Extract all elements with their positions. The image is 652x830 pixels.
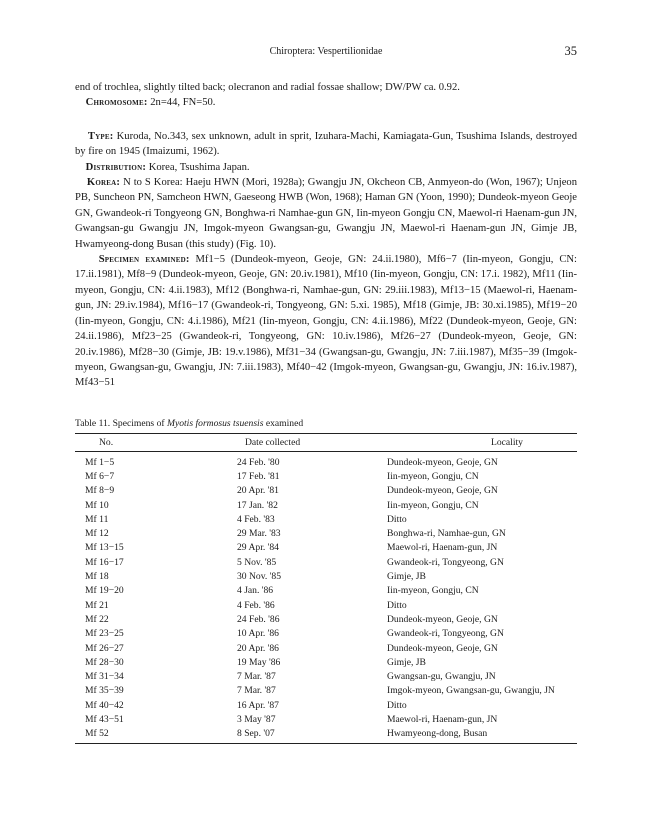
cell-locality: Dundeok-myeon, Geoje, GN	[387, 456, 498, 468]
cell-date: 24 Feb. '86	[237, 613, 280, 625]
cell-locality: Ditto	[387, 513, 407, 525]
korea-text: N to S Korea: Haeju HWN (Mori, 1928a); Gwangju JN, Okcheon CB, Anmyeon-do (Won, 1967); Unjeon PB, Suncheon PN, Samcheon HWN, Gaeseong HWB (Won, 1968); Haman GN (Yoon, 1990); Dundeok-myeon Geoje GN, Gwandeok-ri Tongyeong GN, Bonghwa-ri Namhae-gun GN, Iin-myeon Gongju CN, Maewol-ri Haenam-gun JN, Gwangsan-gu Gwangju JN, Imgok-myeon Gwangsan-gu, Gwangju JN, Maewol-ri Haenam-gun JN, Gimje JB, Hwamyeong-dong Busan (this study) (Fig. 10).	[75, 177, 577, 250]
caption-prefix: Table 11. Specimens of	[75, 418, 167, 429]
cell-locality: Dundeok-myeon, Geoje, GN	[387, 613, 498, 625]
cell-date: 7 Mar. '87	[237, 685, 276, 697]
table-row	[75, 541, 577, 555]
cell-no: Mf 6−7	[85, 470, 115, 482]
table-row	[75, 727, 577, 744]
cell-locality: Iin-myeon, Gongju, CN	[387, 499, 479, 511]
table-row	[75, 526, 577, 540]
page-number: 35	[564, 44, 577, 58]
cell-locality: Ditto	[387, 599, 407, 611]
cell-locality: Maewol-ri, Haenam-gun, JN	[387, 542, 498, 554]
caption-species: Myotis formosus tsuensis	[166, 418, 264, 429]
table-row	[75, 684, 577, 698]
cell-date: 20 Apr. '86	[237, 642, 279, 654]
type-text: Kuroda, No.343, sex unknown, adult in sprit, Izuhara-Machi, Kamiagata-Gun, Tsushima Islands, destroyed by fire on 1945 (Imaizumi, 1962).	[75, 130, 578, 158]
cell-date: 17 Feb. '81	[237, 470, 280, 482]
cell-locality: Hwamyeong-dong, Busan	[387, 727, 577, 744]
cell-no: Mf 11	[85, 513, 109, 525]
chromosome-label: Chromosome:	[85, 97, 148, 109]
cell-locality: Iin-myeon, Gongju, CN	[387, 470, 479, 482]
paragraph-korea	[75, 175, 577, 252]
cell-date: 29 Mar. '83	[237, 528, 281, 540]
cell-locality: Maewol-ri, Haenam-gun, JN	[387, 713, 498, 725]
cell-date: 30 Nov. '85	[237, 571, 282, 583]
cell-date: 20 Apr. '81	[237, 485, 279, 497]
cell-no: Mf 31−34	[85, 671, 124, 683]
specimen-label: Specimen examined:	[98, 254, 190, 266]
cell-locality: Iin-myeon, Gongju, CN	[387, 585, 479, 597]
paragraph-specimens	[75, 252, 577, 391]
table-header-row	[75, 434, 577, 452]
cell-locality: Bonghwa-ri, Namhae-gun, GN	[387, 528, 506, 540]
cell-no: Mf 10	[85, 499, 109, 511]
cell-no: Mf 52	[75, 727, 237, 744]
table-row	[75, 598, 577, 612]
cell-no: Mf 26−27	[85, 642, 124, 654]
cell-locality: Gwandeok-ri, Tongyeong, GN	[387, 556, 504, 568]
type-label: Type:	[87, 130, 114, 142]
table-row	[75, 484, 577, 498]
cell-no: Mf 12	[85, 528, 109, 540]
cell-no: Mf 43−51	[85, 713, 124, 725]
cell-date: 19 May '86	[237, 656, 281, 668]
running-title: Chiroptera: Vespertilionidae	[269, 46, 383, 57]
cell-date: 5 Nov. '85	[237, 556, 277, 568]
paragraph-distribution	[75, 160, 577, 175]
cell-locality: Dundeok-myeon, Geoje, GN	[387, 642, 498, 654]
table-row	[75, 584, 577, 598]
paragraph-humerus: end of trochlea, slightly tilted back; olecranon and radial fossae shallow; DW/PW ca. 0.92.	[75, 82, 460, 93]
paragraph-type	[75, 129, 577, 160]
chromosome-text: 2n=44, FN=50.	[147, 97, 216, 109]
specimen-table	[75, 433, 577, 744]
cell-locality: Ditto	[387, 699, 407, 711]
table-row	[75, 469, 577, 483]
cell-locality: Dundeok-myeon, Geoje, GN	[387, 485, 498, 497]
table-row	[75, 712, 577, 726]
cell-no: Mf 16−17	[85, 556, 124, 568]
header-locality: Locality	[387, 434, 577, 452]
cell-date: 4 Feb. '86	[237, 599, 275, 611]
table-row	[75, 669, 577, 683]
table-row	[75, 655, 577, 669]
table-row	[75, 698, 577, 712]
table-row	[75, 612, 577, 626]
cell-no: Mf 21	[85, 599, 109, 611]
table-row	[75, 498, 577, 512]
cell-no: Mf 35−39	[85, 685, 124, 697]
cell-no: Mf 18	[85, 571, 109, 583]
cell-locality: Gwangsan-gu, Gwangju, JN	[387, 671, 496, 683]
cell-date: 10 Apr. '86	[237, 628, 279, 640]
table-row	[75, 641, 577, 655]
cell-locality: Imgok-myeon, Gwangsan-gu, Gwangju, JN	[387, 685, 555, 697]
cell-date: 8 Sep. '07	[237, 727, 387, 744]
cell-no: Mf 13−15	[85, 542, 124, 554]
cell-date: 29 Apr. '84	[237, 542, 279, 554]
cell-locality: Gimje, JB	[387, 571, 426, 583]
cell-date: 3 May '87	[237, 713, 276, 725]
cell-locality: Gimje, JB	[387, 656, 426, 668]
table-row	[75, 569, 577, 583]
cell-no: Mf 8−9	[85, 485, 115, 497]
header-date: Date collected	[237, 434, 387, 452]
table-row	[75, 627, 577, 641]
specimen-text: Mf1−5 (Dundeok-myeon, Geoje, GN: 24.ii.1980), Mf6−7 (Iin-myeon, Gongju, CN: 17.ii.1981), Mf8−9 (Dundeok-myeon, Geoje, GN: 20.iv.1981), Mf10 (Iin-myeon, Gongju, CN: 17.i. 1982), Mf11 (Iin-myeon, Gongju, CN: 4.ii.1983), Mf12 (Bonghwa-ri, Namhae-gun, GN: 29.iii.1983), Mf13−15 (Maewol-ri, Haenam-gun, JN: 29.iv.1984), Mf16−17 (Gwandeok-ri, Tongyeong, GN: 5.xi. 1985), Mf18 (Gimje, JB: 30.xi.1985), Mf19−20 (Iin-myeon, Gongju, CN: 4.i.1986), Mf21 (Iin-myeon, Gongju, CN: 4.ii.1986), Mf22 (Dundeok-myeon, Geoje, GN: 24.ii.1986), Mf23−25 (Gwandeok-ri, Tongyeong, GN: 10.iv.1986), Mf26−27 (Dundeok-myeon, Geoje, GN: 20.iv.1986), Mf28−30 (Gimje, JB: 19.v.1986), Mf31−34 (Gwangsan-gu, Gwangju, JN: 7.iii.1987), Mf35−39 (Imgok-myeon, Gwangsan-gu, Gwangju, JN: 7.iii.1983), Mf40−42 (Imgok-myeon, Gwangsan-gu, Gwangju, JN: 16.iv.1987), Mf43−51	[75, 254, 577, 389]
table-row	[75, 512, 577, 526]
paragraph-chromosome	[75, 95, 577, 110]
cell-no: Mf 28−30	[85, 656, 124, 668]
cell-locality: Gwandeok-ri, Tongyeong, GN	[387, 628, 504, 640]
table-caption	[75, 418, 577, 429]
header-no: No.	[75, 434, 237, 452]
cell-no: Mf 40−42	[85, 699, 124, 711]
table-row	[75, 452, 577, 470]
table-row	[75, 555, 577, 569]
cell-no: Mf 19−20	[85, 585, 124, 597]
specimen-table-block	[75, 418, 577, 744]
cell-no: Mf 23−25	[85, 628, 124, 640]
cell-no: Mf 1−5	[85, 456, 115, 468]
running-header	[75, 44, 577, 60]
cell-date: 16 Apr. '87	[237, 699, 279, 711]
cell-date: 4 Jan. '86	[237, 585, 274, 597]
cell-date: 17 Jan. '82	[237, 499, 278, 511]
caption-suffix: examined	[263, 418, 304, 429]
cell-date: 24 Feb. '80	[237, 456, 280, 468]
cell-date: 4 Feb. '83	[237, 513, 275, 525]
cell-no: Mf 22	[85, 613, 109, 625]
distribution-text: Korea, Tsushima Japan.	[146, 161, 250, 173]
distribution-label: Distribution:	[85, 161, 147, 173]
cell-date: 7 Mar. '87	[237, 671, 276, 683]
body-text	[75, 80, 577, 391]
korea-label: Korea:	[86, 177, 121, 189]
